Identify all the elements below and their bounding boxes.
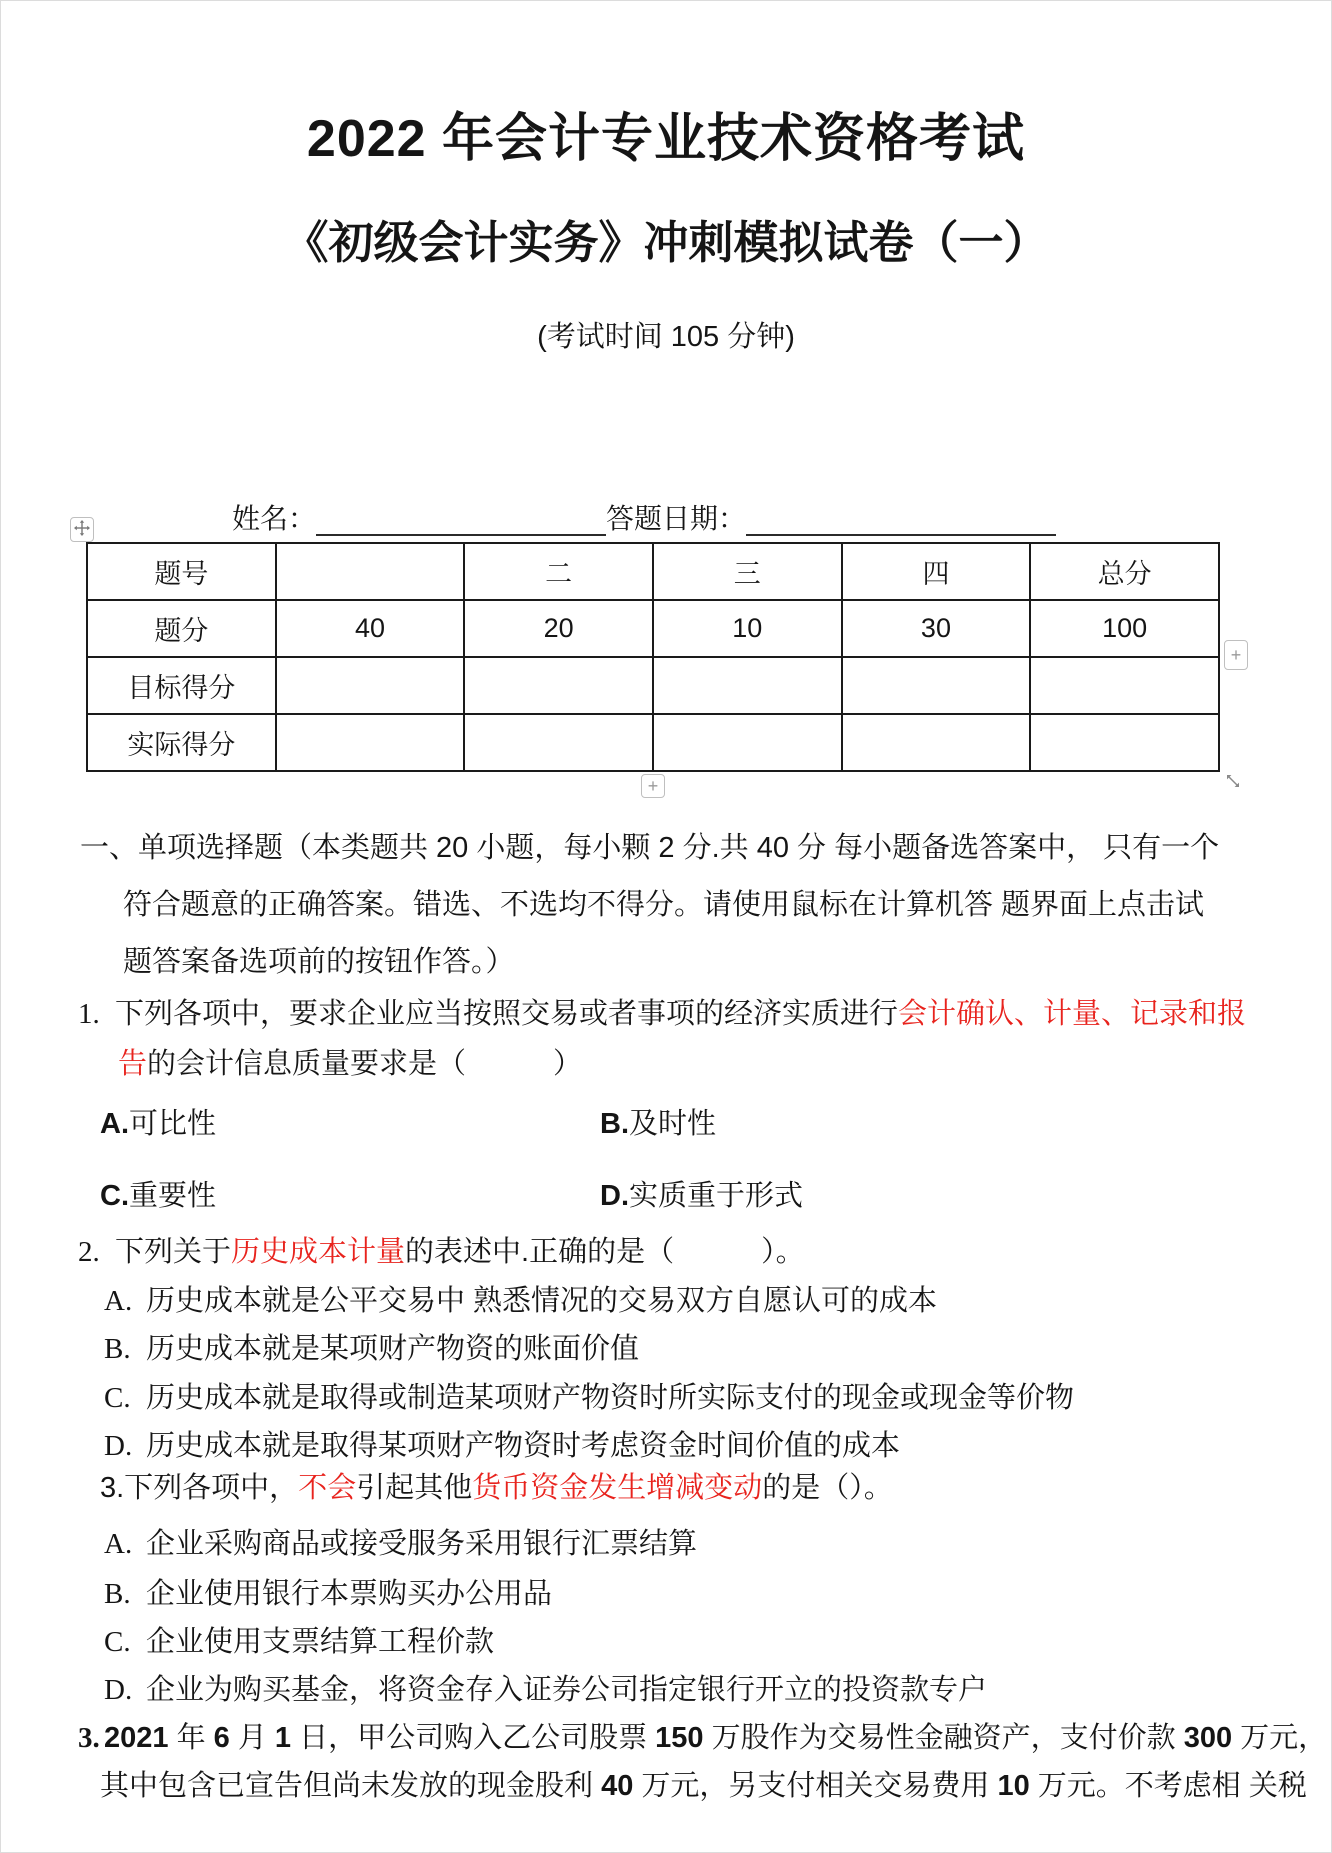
- q2-option-a: [104, 1285, 937, 1318]
- q4-text: 年: [168, 1722, 214, 1754]
- table-cell: 四: [842, 543, 1031, 600]
- q2-option-b: [104, 1333, 639, 1366]
- q4-text: 其中包含已宣告但尚未发放的现金股利: [100, 1770, 602, 1802]
- q1-option-d-letter: D.: [600, 1180, 629, 1212]
- date-label: 答题日期：: [606, 503, 747, 534]
- row-label: 题分: [87, 600, 276, 657]
- name-label: 姓名：: [232, 503, 317, 534]
- q1-option-c-letter: C.: [100, 1180, 129, 1212]
- q3-option-a-text: 企业采购商品或接受服务采用银行汇票结算: [146, 1528, 698, 1560]
- q3-stem-post: 的是（）。: [762, 1472, 893, 1504]
- table-cell: 二: [464, 543, 653, 600]
- q3-option-c-letter: C.: [104, 1626, 131, 1658]
- question-1-number: 1.: [78, 998, 100, 1030]
- q2-option-d: [104, 1430, 900, 1463]
- table-cell: 10: [653, 600, 842, 657]
- q1-option-b: [600, 1108, 716, 1141]
- q3-option-d: [104, 1674, 987, 1707]
- question-3-stem: [100, 1472, 893, 1505]
- q1-highlight-red: 会计确认、计量、记录和报: [898, 998, 1247, 1030]
- q1-option-c: [100, 1180, 216, 1213]
- add-column-button[interactable]: +: [1224, 640, 1248, 670]
- q2-stem-post: 的表述中.正确的是（ ）。: [405, 1236, 805, 1268]
- table-cell: 30: [842, 600, 1031, 657]
- row-label: 实际得分: [87, 714, 276, 771]
- resize-icon: [1224, 777, 1242, 794]
- q4-text: 月: [229, 1722, 275, 1754]
- table-cell: 40: [276, 600, 465, 657]
- table-cell: [464, 657, 653, 714]
- table-cell: 三: [653, 543, 842, 600]
- question-4-stem-line-1: [78, 1722, 1327, 1755]
- q2-option-a-letter: A.: [104, 1285, 133, 1317]
- row-label: 题号: [87, 543, 276, 600]
- add-row-button[interactable]: +: [641, 774, 665, 798]
- row-label: 目标得分: [87, 657, 276, 714]
- q3-option-a: [104, 1528, 697, 1561]
- q2-stem-pre: 下列关于: [115, 1236, 232, 1268]
- q1-option-a-letter: A.: [100, 1108, 129, 1140]
- q1-option-c-text: 重要性: [129, 1180, 217, 1212]
- section-1-heading-line-1: 一、单项选择题（本类题共 20 小题，每小颗 2 分.共 40 分 每小题备选答案中， 只有一个: [80, 832, 1220, 864]
- q4-text: 日，甲公司购入乙公司股票: [291, 1722, 656, 1754]
- q2-option-c-text: 历史成本就是取得或制造某项财产物资时所实际支付的现金或现金等价物: [146, 1382, 1075, 1414]
- q3-option-d-letter: D.: [104, 1674, 133, 1706]
- table-cell: [276, 543, 465, 600]
- q3-option-a-letter: A.: [104, 1528, 133, 1560]
- q3-stem-mid: 引起其他: [356, 1472, 473, 1504]
- q1-stem-text-cont: 的会计信息质量要求是（ ）: [147, 1048, 583, 1080]
- q2-option-d-text: 历史成本就是取得某项财产物资时考虑资金时间价值的成本: [146, 1430, 901, 1462]
- table-row: [87, 714, 1219, 771]
- q1-option-d: [600, 1180, 803, 1213]
- question-1-stem-line-2: [118, 1048, 582, 1081]
- q1-highlight-red-cont: 告: [118, 1048, 148, 1080]
- score-table: [86, 542, 1220, 772]
- table-cell: 20: [464, 600, 653, 657]
- q3-highlight-red-1: 不会: [298, 1472, 357, 1504]
- table-row: [87, 657, 1219, 714]
- q2-option-a-text: 历史成本就是公平交易中 熟悉情况的交易双方自愿认可的成本: [146, 1285, 938, 1317]
- q4-bold-number: 10: [997, 1770, 1030, 1802]
- q3-option-b-letter: B.: [104, 1578, 131, 1610]
- table-cell: [653, 657, 842, 714]
- table-cell: [842, 714, 1031, 771]
- q1-stem-text: 下列各项中，要求企业应当按照交易或者事项的经济实质进行: [115, 998, 899, 1030]
- q4-bold-number: 150: [655, 1722, 704, 1754]
- exam-title: 2022 年会计专业技术资格考试: [306, 110, 1026, 168]
- q1-option-a-text: 可比性: [129, 1108, 217, 1140]
- name-date-line: [232, 502, 1056, 536]
- q4-text: 万股作为交易性金融资产，支付价款: [703, 1722, 1184, 1754]
- q3-option-b-text: 企业使用银行本票购买办公用品: [146, 1578, 553, 1610]
- table-resize-handle[interactable]: [1224, 772, 1242, 790]
- section-1-heading-line-2: 符合题意的正确答案。错选、不选均不得分。请使用鼠标在计算机答 题界面上点击试: [123, 889, 1205, 921]
- q4-bold-number: 1: [274, 1722, 292, 1754]
- q1-option-a: [100, 1108, 216, 1141]
- table-cell: [464, 714, 653, 771]
- q1-option-d-text: 实质重于形式: [629, 1180, 804, 1212]
- q4-text: 万元。不考虑相 关税: [1029, 1770, 1307, 1802]
- date-blank-line: [746, 526, 1056, 536]
- table-cell: [1030, 657, 1219, 714]
- q4-bold-number: 40: [601, 1770, 634, 1802]
- table-row: [87, 600, 1219, 657]
- q4-bold-number: 2021: [104, 1722, 169, 1754]
- table-row: [87, 543, 1219, 600]
- question-1-stem-line-1: [78, 998, 1246, 1031]
- q4-text: 万元，: [1232, 1722, 1328, 1754]
- table-cell: [276, 714, 465, 771]
- move-icon: [74, 520, 90, 539]
- table-cell: [1030, 714, 1219, 771]
- paper-subtitle: 《初级会计实务》冲刺模拟试卷（一）: [283, 217, 1049, 268]
- q3-highlight-red-2: 货币资金发生增减变动: [472, 1472, 763, 1504]
- q2-highlight-red: 历史成本计量: [231, 1236, 406, 1268]
- table-cell: [653, 714, 842, 771]
- name-blank-line: [316, 526, 606, 536]
- question-4-stem-line-2: [100, 1770, 1307, 1803]
- q3-option-b: [104, 1578, 552, 1611]
- q1-option-b-letter: B.: [600, 1108, 629, 1140]
- question-2-stem: [78, 1236, 805, 1269]
- q2-option-d-letter: D.: [104, 1430, 133, 1462]
- table-cell: [842, 657, 1031, 714]
- q4-bold-number: 300: [1183, 1722, 1233, 1754]
- q3-option-c: [104, 1626, 494, 1659]
- exam-time: (考试时间 105 分钟): [537, 321, 795, 353]
- question-2-number: 2.: [78, 1236, 100, 1268]
- table-cell: [276, 657, 465, 714]
- q4-bold-number: 6: [213, 1722, 230, 1754]
- table-cell: 100: [1030, 600, 1219, 657]
- q3-option-c-text: 企业使用支票结算工程价款: [146, 1626, 495, 1658]
- q2-option-b-text: 历史成本就是某项财产物资的账面价值: [146, 1333, 640, 1365]
- table-cell: 总分: [1030, 543, 1219, 600]
- q2-option-c: [104, 1382, 1074, 1415]
- table-move-handle[interactable]: [70, 517, 94, 542]
- section-1-heading-line-3: 题答案备选项前的按钮作答。）: [123, 946, 515, 978]
- q1-option-b-text: 及时性: [629, 1108, 717, 1140]
- q3-stem-pre: 3.下列各项中，: [100, 1472, 299, 1504]
- q4-text: 万元，另支付相关交易费用: [633, 1770, 998, 1802]
- q2-option-b-letter: B.: [104, 1333, 131, 1365]
- q2-option-c-letter: C.: [104, 1382, 131, 1414]
- q3-option-d-text: 企业为购买基金，将资金存入证券公司指定银行开立的投资款专户: [146, 1674, 988, 1706]
- question-4-number: 3.: [78, 1722, 100, 1754]
